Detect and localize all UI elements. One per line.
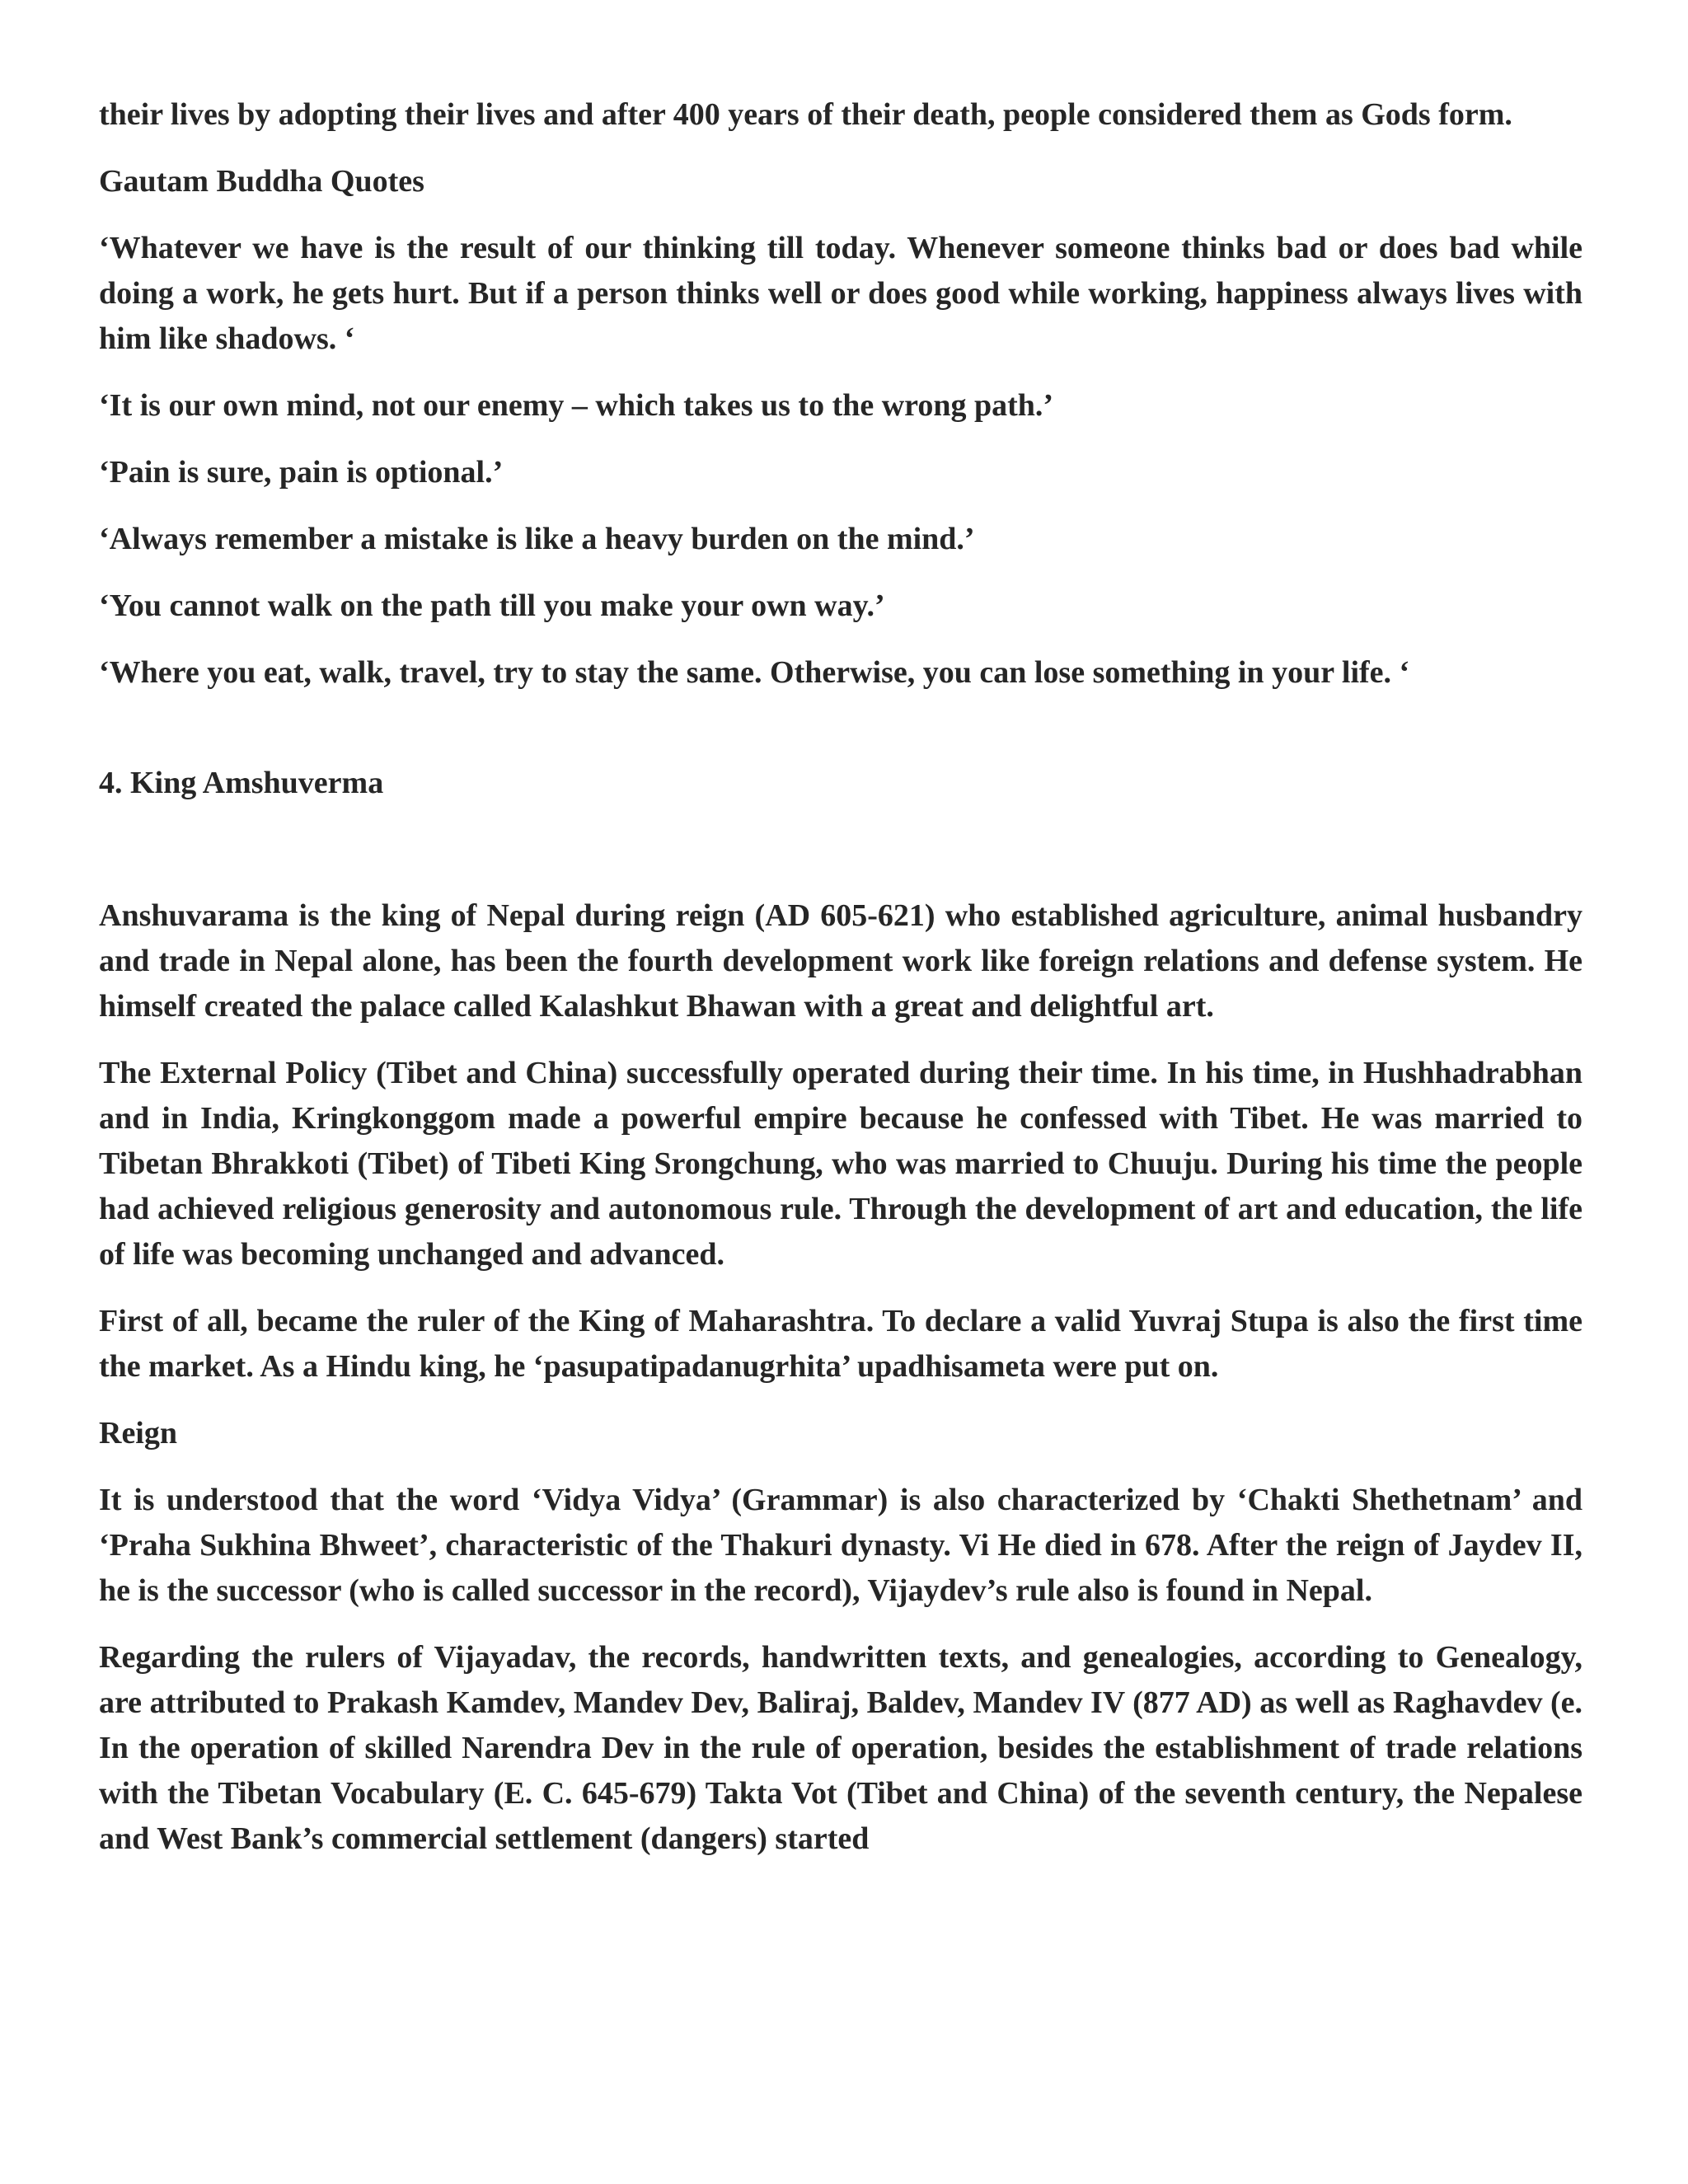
reign-paragraph-1: It is understood that the word ‘Vidya Vidya’ (Grammar) is also characterized by ‘Chakti Shethetnam’ and ‘Praha Sukhina Bhweet’, characteristic of the Thakuri dynasty. Vi He died in 678. After the reign of Jaydev II, he is the successor (who is called successor in the record), Vijaydev’s rule also is found in Nepal.: [99, 1483, 1582, 1608]
quotes-heading: Gautam Buddha Quotes: [99, 164, 424, 199]
quote-4: ‘Always remember a mistake is like a heavy burden on the mind.’: [99, 522, 975, 556]
quote-3: ‘Pain is sure, pain is optional.’: [99, 455, 504, 490]
amshuverma-heading: 4. King Amshuverma: [99, 766, 384, 800]
amshuverma-paragraph-3: First of all, became the ruler of the King of Maharashtra. To declare a valid Yuvraj Stupa is also the first time the market. As a Hindu king, he ‘pasupatipadanugrhita’ upadhisameta were put on.: [99, 1304, 1582, 1384]
amshuverma-paragraph-1: Anshuvarama is the king of Nepal during reign (AD 605-621) who established agriculture, animal husbandry and trade in Nepal alone, has been the fourth development work like foreign relations and defense system. He himself created the palace called Kalashkut Bhawan with a great and delightful art.: [99, 898, 1582, 1024]
reign-paragraph-2: Regarding the rulers of Vijayadav, the records, handwritten texts, and genealogies, according to Genealogy, are attributed to Prakash Kamdev, Mandev Dev, Baliraj, Baldev, Mandev IV (877 AD) as well as Raghavdev (e. In the operation of skilled Narendra Dev in the rule of operation, besides the establishment of trade relations with the Tibetan Vocabulary (E. C. 645-679) Takta Vot (Tibet and China) of the seventh century, the Nepalese and West Bank’s commercial settlement (dangers) started: [99, 1640, 1582, 1856]
quote-5: ‘You cannot walk on the path till you make your own way.’: [99, 588, 885, 623]
quote-1: ‘Whatever we have is the result of our thinking till today. Whenever someone thinks bad or does bad while doing a work, he gets hurt. But if a person thinks well or does good while working, happiness always lives with him like shadows. ‘: [99, 231, 1582, 356]
quote-2: ‘It is our own mind, not our enemy – which takes us to the wrong path.’: [99, 388, 1054, 423]
amshuverma-paragraph-2: The External Policy (Tibet and China) successfully operated during their time. In his time, in Hushhadrabhan and in India, Kringkonggom made a powerful empire because he confessed with Tibet. He was married to Tibetan Bhrakkoti (Tibet) of Tibeti King Srongchung, who was married to Chuuju. During his time the people had achieved religious generosity and autonomous rule. Through the development of art and education, the life of life was becoming unchanged and advanced.: [99, 1056, 1582, 1272]
document-page: [99, 92, 1582, 1883]
quote-6: ‘Where you eat, walk, travel, try to stay the same. Otherwise, you can lose something in your life. ‘: [99, 655, 1410, 690]
reign-heading: Reign: [99, 1416, 177, 1451]
intro-continuation: their lives by adopting their lives and after 400 years of their death, people considered them as Gods form.: [99, 97, 1512, 132]
